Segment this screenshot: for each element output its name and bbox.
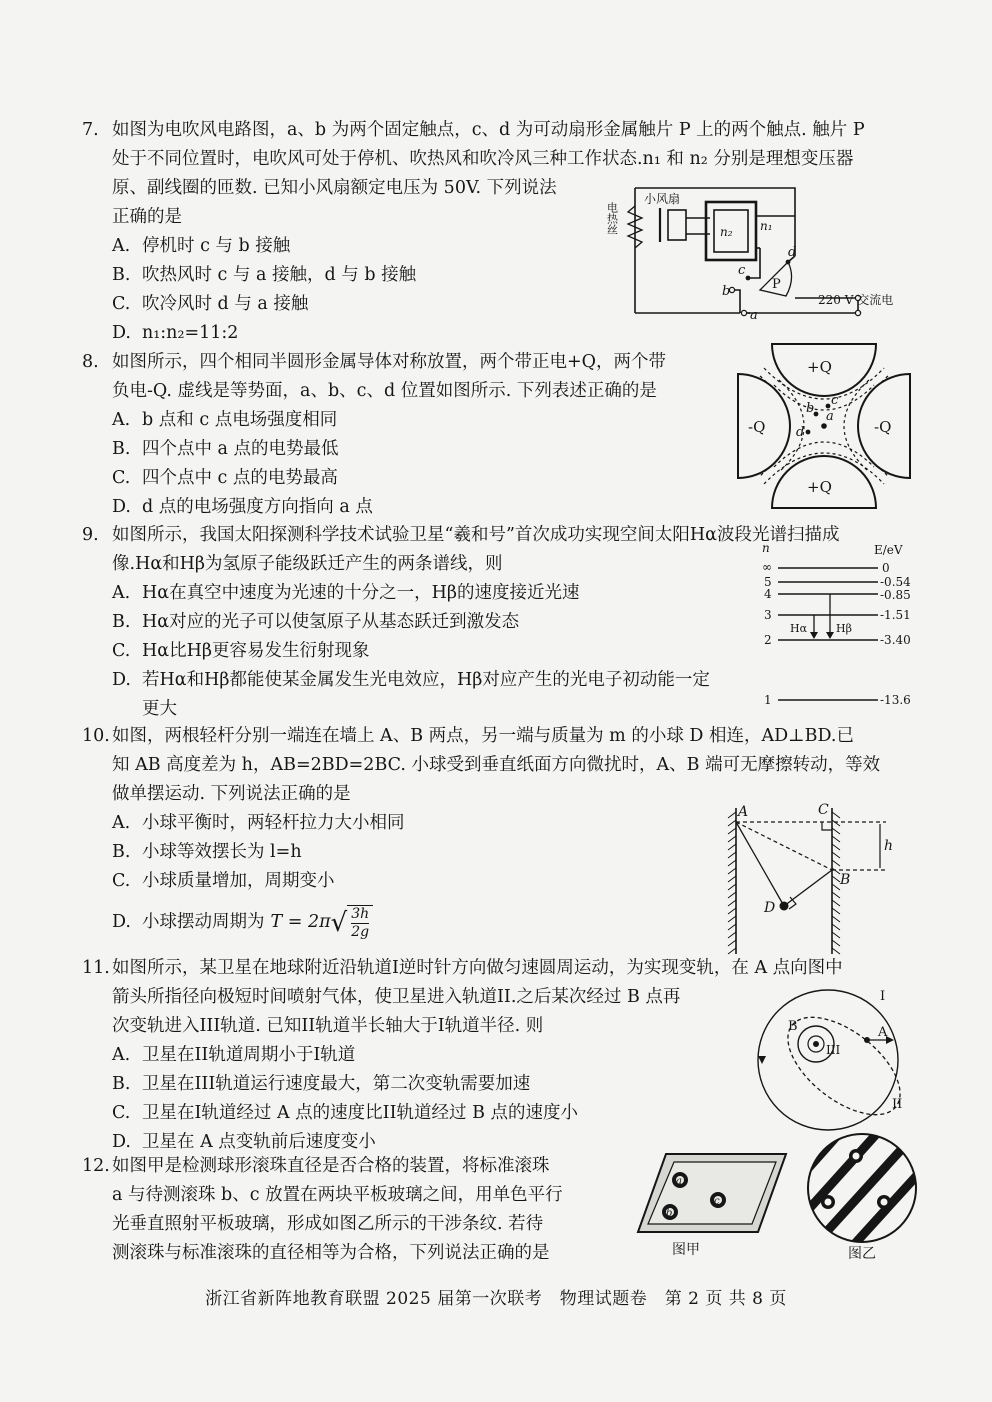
option-d-continued: 更大 [142, 699, 177, 719]
wall-hatch-line [832, 828, 840, 834]
wall-hatch-line [832, 884, 840, 890]
option-b: B. 小球等效摆长为 l=h [112, 842, 302, 862]
point-d-label: D [764, 900, 776, 916]
ball-b-label: b [666, 1208, 673, 1219]
wall-hatch-line [728, 932, 736, 938]
question-number: 9. [82, 525, 99, 545]
option-b: B. 吹热风时 c 与 a 接触，d 与 b 接触 [112, 265, 417, 285]
wall-hatch-line [832, 820, 840, 826]
point-c-label: c [831, 393, 839, 408]
figure-yi-caption: 图乙 [848, 1246, 876, 1262]
option-b: B. Hα对应的光子可以使氢原子从基态跃迁到激发态 [112, 612, 520, 632]
wall-hatch-line [728, 892, 736, 898]
wall-hatch-line [832, 860, 840, 866]
contact-a-label: a [750, 308, 758, 323]
period-formula-fraction: $\frac{3h}{2g}$ [347, 905, 373, 941]
option-d: D. 卫星在 A 点变轨前后速度变小 [112, 1132, 376, 1152]
wall-hatch-line [728, 852, 736, 858]
wall-hatch-line [728, 820, 736, 826]
circuit-diagram [605, 178, 910, 328]
page-footer: 浙江省新阵地教育联盟 2025 届第一次联考 物理试题卷 第 2 页 共 8 页 [205, 1289, 787, 1309]
level-n: 2 [764, 633, 772, 647]
wall-hatch-line [728, 876, 736, 882]
option-c: C. 吹冷风时 d 与 a 接触 [112, 294, 309, 314]
question-10: 10. 如图，两根轻杆分别一端连在墙上 A、B 两点，另一端与质量为 m 的小球 D 相连，AD⊥BD.已 知 AB 高度差为 h，AB=2BD=2BC. 小球受到垂直纸面方向微扰时，A、B 端可无摩擦转动，等效 做单摆运动. 下列说法正确的是 A. 小球平衡时，两轻杆拉力大小相同 B. 小球等效摆长为 l=h C. 小球质量增加，周期变小 D. 小球摆动周期为 T = 2π√ $\frac{3h}{2g}$ [112, 722, 932, 943]
question-7-stem-line: 7. 如图为电吹风电路图，a、b 为两个固定触点，c、d 为可动扇形金属触片 P 上的两个触点. 触片 P [112, 116, 932, 145]
level-n: 3 [764, 608, 772, 622]
wall-hatch-line [832, 892, 840, 898]
wall-hatch-line [832, 852, 840, 858]
contact-c-label: c [738, 263, 746, 278]
bottom-charge-label: +Q [807, 478, 832, 496]
wall-hatch-line [728, 884, 736, 890]
option-a: A. 小球平衡时，两轻杆拉力大小相同 [112, 813, 405, 833]
interference-fringe-figure [800, 1130, 930, 1264]
option-a: A. 卫星在II轨道周期小于I轨道 [112, 1045, 356, 1065]
h-alpha-label: Hα [790, 622, 808, 635]
ball-a-label: a [676, 1176, 682, 1187]
question-number: 11. [82, 958, 110, 978]
option-a: A. b 点和 c 点电场强度相同 [112, 410, 338, 430]
wall-hatch-line [728, 868, 736, 874]
question-11: 11. 如图所示，某卫星在地球附近沿轨道I逆时针方向做匀速圆周运动，为实现变轨，在 A 点向图中 箭头所指径向极短时间喷射气体，使卫星进入轨道II.之后某次经过 B 点再 次变轨进入III轨道. 已知II轨道半长轴大于I轨道半径. 则 A. 卫星在II轨道周期小于I轨道 B. 卫星在III轨道运行速度最大，第二次变轨需要加速 C. 卫星在I轨道经过 A 点的速度比II轨道经过 B 点的速度小 D. 卫星在 A 点变轨前后速度变小 [112, 954, 932, 1157]
energy-level-diagram [756, 540, 926, 710]
question-9: 9. 如图所示，我国太阳探测科学技术试验卫星“羲和号”首次成功实现空间太阳Hα波段光谱扫描成 像.Hα和Hβ为氢原子能级跃迁产生的两条谱线，则 A. Hα在真空中速度为光速的十分之一，Hβ的速度接近光速 B. Hα对应的光子可以使氢原子从基态跃迁到激发态 C. Hα比Hβ更容易发生衍射现象 D. 若Hα和Hβ都能使某金属发生光电效应，Hβ对应产生的光电子初动能一定 更大 [112, 521, 932, 724]
wall-hatch-line [832, 940, 840, 946]
point-a-label: A [738, 804, 749, 820]
wall-hatch-line [832, 932, 840, 938]
wall-hatch-line [728, 908, 736, 914]
level-energy: 0 [882, 561, 890, 575]
level-energy: -0.54 [880, 575, 911, 589]
point-a-label: A [878, 1025, 888, 1040]
level-energy: -0.85 [880, 588, 911, 602]
wall-hatch-line [832, 908, 840, 914]
level-energy: -3.40 [880, 633, 911, 647]
figure-jia-caption: 图甲 [672, 1242, 700, 1258]
question-number: 12. [82, 1156, 110, 1176]
level-n: 5 [764, 575, 772, 589]
wall-hatch-line [832, 876, 840, 882]
wall-hatch-line [728, 812, 736, 818]
level-n: ∞ [762, 560, 772, 574]
conductor-diagram [734, 340, 914, 512]
question-12: 12. 如图甲是检测球形滚珠直径是否合格的装置，将标准滚珠 a 与待测滚珠 b、c 放置在两块平板玻璃之间，用单色平行 光垂直照射平板玻璃，形成如图乙所示的干涉条纹. 若待 测滚珠与标准滚珠的直径相等为合格，下列说法正确的是 [112, 1152, 632, 1268]
n-axis-label: n [762, 541, 770, 555]
option-a: A. Hα在真空中速度为光速的十分之一，Hβ的速度接近光速 [112, 583, 580, 603]
question-8: 8. 如图所示，四个相同半圆形金属导体对称放置，两个带正电+Q，两个带 负电-Q. 虚线是等势面，a、b、c、d 位置如图所示. 下列表述正确的是 A. b 点和 c 点电场强度相同 B. 四个点中 a 点的电势最低 C. 四个点中 c 点的电势最高 D. d 点的电场强度方向指向 a 点 [112, 348, 732, 522]
wall-hatch-line [728, 860, 736, 866]
heater-label: 电热丝 [605, 202, 619, 235]
right-charge-label: -Q [874, 418, 892, 436]
h-beta-label: Hβ [836, 622, 852, 635]
option-d: D. d 点的电场强度方向指向 a 点 [112, 497, 373, 517]
rod-pendulum-diagram [722, 794, 902, 958]
option-d: D. n₁:n₂=11:2 [112, 323, 239, 343]
point-b-label: b [806, 401, 815, 416]
orbit-diagram [752, 984, 924, 1134]
level-n: 1 [764, 693, 772, 707]
wall-hatch-line [832, 916, 840, 922]
option-c: C. 卫星在I轨道经过 A 点的速度比II轨道经过 B 点的速度小 [112, 1103, 578, 1123]
question-7-stem-line: 原、副线圈的匝数. 已知小风扇额定电压为 50V. 下列说法 [112, 178, 557, 198]
ball-c-label: c [714, 1196, 720, 1207]
point-c-label: C [818, 802, 829, 818]
question-7-stem-line: 处于不同位置时，电吹风可处于停机、吹热风和吹冷风三种工作状态.n₁ 和 n₂ 分别是理想变压器 [112, 149, 854, 169]
contact-d-label: d [788, 245, 797, 260]
fan-label: 小风扇 [644, 192, 681, 206]
option-c: C. 四个点中 c 点的电势最高 [112, 468, 338, 488]
slider-p-label: P [772, 277, 781, 292]
option-c: C. Hα比Hβ更容易发生衍射现象 [112, 641, 370, 661]
question-number: 7. [82, 120, 99, 140]
n1-label: n₁ [760, 219, 773, 233]
left-charge-label: -Q [748, 418, 766, 436]
wall-hatch-line [832, 924, 840, 930]
point-a-label: a [826, 409, 834, 424]
wall-hatch-line [728, 836, 736, 842]
point-b-label: B [840, 872, 851, 888]
option-a: A. 停机时 c 与 b 接触 [112, 236, 291, 256]
option-d: D. 若Hα和Hβ都能使某金属发生光电效应，Hβ对应产生的光电子初动能一定 [112, 670, 710, 690]
energy-axis-label: E/eV [874, 543, 903, 557]
orbit-ii-label: II [892, 1097, 903, 1112]
point-d-label: d [796, 425, 805, 440]
level-energy: -1.51 [880, 608, 911, 622]
option-d: D. 小球摆动周期为 T = 2π√ $\frac{3h}{2g}$ [112, 902, 932, 943]
wall-hatch-line [832, 836, 840, 842]
question-7-stem-line: 正确的是 [112, 207, 182, 227]
point-b-label: B [788, 1019, 798, 1034]
wall-hatch-line [728, 900, 736, 906]
wall-hatch-line [832, 812, 840, 818]
height-h-label: h [884, 838, 894, 854]
question-number: 10. [82, 726, 110, 746]
orbit-i-label: I [880, 989, 886, 1004]
wall-hatch-line [728, 940, 736, 946]
wall-hatch-line [728, 828, 736, 834]
top-charge-label: +Q [807, 358, 832, 376]
level-energy: -13.6 [880, 693, 911, 707]
source-label: 220 V 交流电 [818, 293, 894, 307]
option-b: B. 卫星在III轨道运行速度最大，第二次变轨需要加速 [112, 1074, 531, 1094]
option-c: C. 小球质量增加，周期变小 [112, 871, 335, 891]
period-formula-radical: √ [330, 907, 348, 938]
wall-hatch-line [728, 924, 736, 930]
orbit-iii-label: III [826, 1043, 841, 1057]
glass-plate-figure [636, 1150, 796, 1262]
wall-hatch-line [832, 844, 840, 850]
wall-hatch-line [728, 916, 736, 922]
n2-label: n₂ [720, 225, 733, 239]
option-b: B. 四个点中 a 点的电势最低 [112, 439, 339, 459]
question-number: 8. [82, 352, 99, 372]
wall-hatch-line [832, 868, 840, 874]
wall-hatch-line [728, 844, 736, 850]
level-n: 4 [764, 587, 772, 601]
wall-hatch-line [832, 900, 840, 906]
contact-b-label: b [722, 284, 731, 299]
